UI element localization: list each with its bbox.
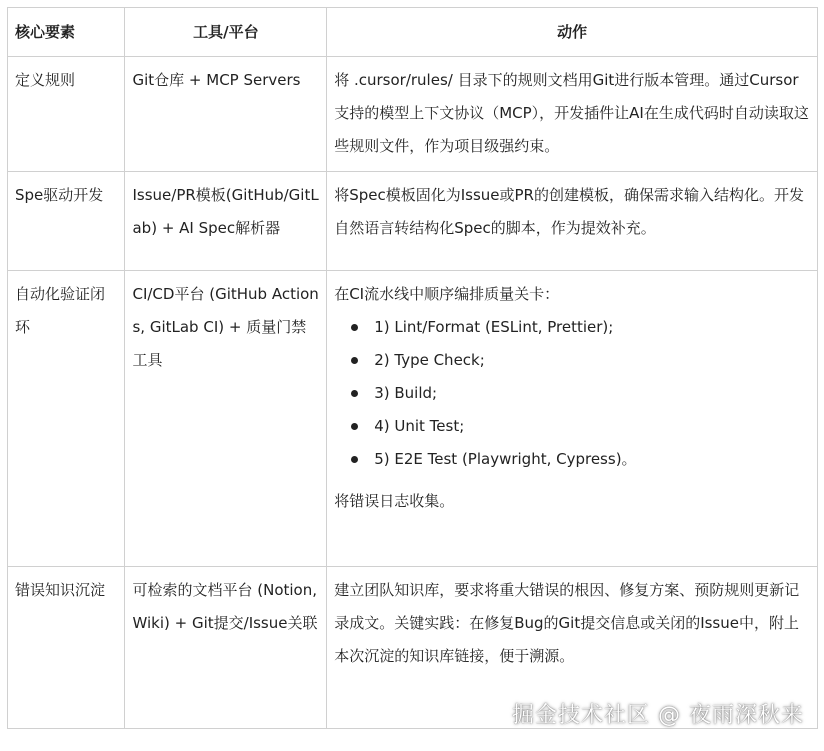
list-item-text: 2) Type Check; bbox=[374, 351, 485, 369]
cell-tools: CI/CD平台 (GitHub Actions, GitLab CI) + 质量门禁工具 bbox=[125, 271, 327, 567]
bullet-icon bbox=[351, 324, 358, 331]
watermark: 掘金技术社区 @ 夜雨深秋来 bbox=[512, 703, 804, 728]
table-header-row bbox=[8, 8, 818, 57]
header-element: 核心要素 bbox=[8, 8, 125, 57]
list-item-text: 1) Lint/Format (ESLint, Prettier); bbox=[374, 318, 614, 336]
requirements-table bbox=[7, 7, 818, 729]
cell-tools: Git仓库 + MCP Servers bbox=[125, 57, 327, 172]
table-row bbox=[8, 271, 818, 567]
cell-action: 将 .cursor/rules/ 目录下的规则文档用Git进行版本管理。通过Cursor支持的模型上下文协议（MCP），开发插件让AI在生成代码时自动读取这些规则文件，作为项目级强约束。 bbox=[327, 57, 818, 172]
header-tools: 工具/平台 bbox=[125, 8, 327, 57]
list-item bbox=[334, 311, 810, 344]
bullet-icon bbox=[351, 456, 358, 463]
cell-element: Spe驱动开发 bbox=[8, 172, 125, 271]
quality-gates-list bbox=[334, 311, 810, 476]
bullet-icon bbox=[351, 390, 358, 397]
cell-tools: 可检索的文档平台 (Notion, Wiki) + Git提交/Issue关联 bbox=[125, 567, 327, 729]
list-item bbox=[334, 377, 810, 410]
cell-action: 将Spec模板固化为Issue或PR的创建模板，确保需求输入结构化。开发自然语言转结构化Spec的脚本，作为提效补充。 bbox=[327, 172, 818, 271]
bullet-icon bbox=[351, 423, 358, 430]
cell-action bbox=[327, 271, 818, 567]
bullet-icon bbox=[351, 357, 358, 364]
cell-tools: Issue/PR模板(GitHub/GitLab) + AI Spec解析器 bbox=[125, 172, 327, 271]
list-item bbox=[334, 410, 810, 443]
table-row bbox=[8, 57, 818, 172]
table-row bbox=[8, 172, 818, 271]
cell-element: 定义规则 bbox=[8, 57, 125, 172]
list-item bbox=[334, 443, 810, 476]
list-item-text: 4) Unit Test; bbox=[374, 417, 465, 435]
cell-element: 自动化验证闭环 bbox=[8, 271, 125, 567]
action-intro: 在CI流水线中顺序编排质量关卡： bbox=[334, 285, 560, 303]
action-outro: 将错误日志收集。 bbox=[334, 492, 455, 510]
header-action: 动作 bbox=[327, 8, 818, 57]
list-item-text: 3) Build; bbox=[374, 384, 438, 402]
cell-action: 建立团队知识库，要求将重大错误的根因、修复方案、预防规则更新记录成文。关键实践：在修复Bug的Git提交信息或关闭的Issue中，附上本次沉淀的知识库链接，便于溯源。 bbox=[327, 567, 818, 729]
cell-element: 错误知识沉淀 bbox=[8, 567, 125, 729]
list-item-text: 5) E2E Test (Playwright, Cypress)。 bbox=[374, 450, 637, 468]
list-item bbox=[334, 344, 810, 377]
